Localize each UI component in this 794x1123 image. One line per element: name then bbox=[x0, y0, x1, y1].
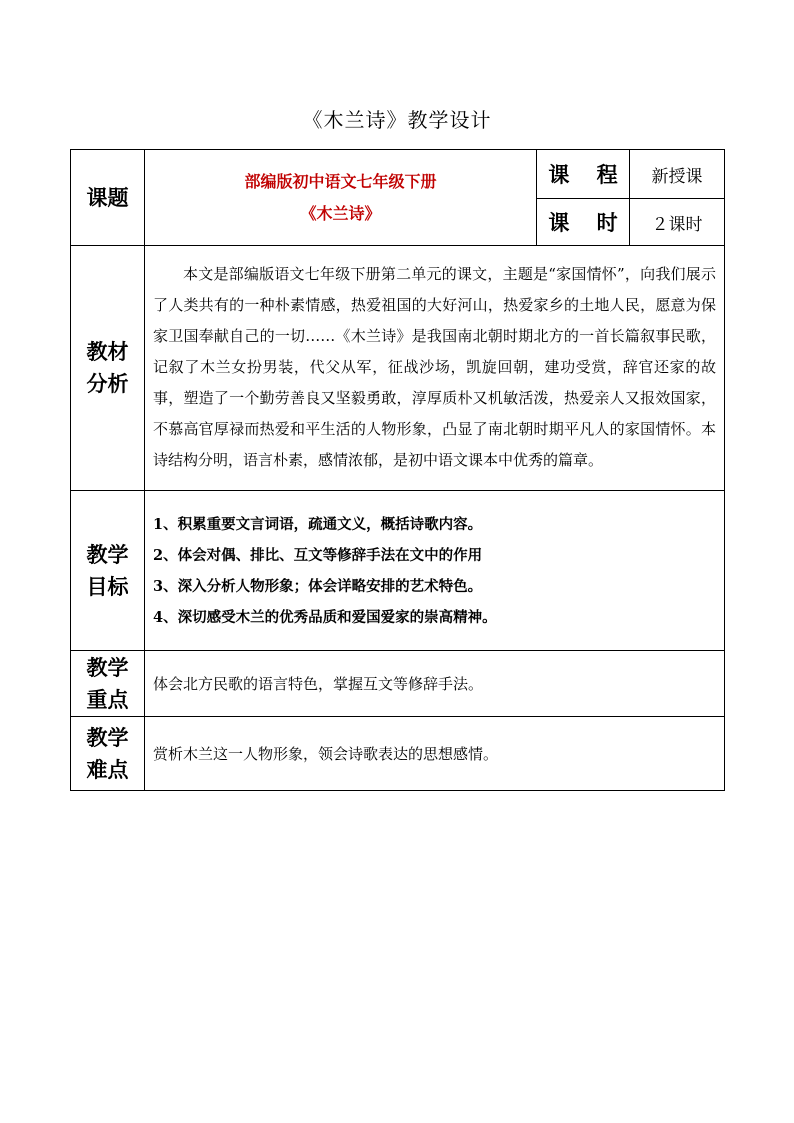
key-points-label-line2: 重点 bbox=[86, 687, 129, 712]
key-points-text: 体会北方民歌的语言特色，掌握互文等修辞手法。 bbox=[145, 651, 725, 717]
hours-value: ２课时 bbox=[630, 199, 725, 246]
goals-label-line1: 教学 bbox=[86, 542, 129, 567]
difficulties-text: 赏析木兰这一人物形象，领会诗歌表达的思想感情。 bbox=[145, 717, 725, 791]
page-title: 《木兰诗》教学设计 bbox=[302, 108, 492, 132]
topic-label-cell bbox=[71, 150, 145, 246]
difficulties-label-line2: 难点 bbox=[86, 757, 129, 782]
key-points-label-line1: 教学 bbox=[86, 655, 129, 680]
hours-label: 课 时 bbox=[537, 199, 630, 246]
course-type-label: 课 程 bbox=[537, 150, 630, 199]
difficulties-label-line1: 教学 bbox=[86, 725, 129, 750]
goal-item: 4、深切感受木兰的优秀品质和爱国爱家的崇高精神。 bbox=[153, 608, 497, 626]
course-title-line1: 部编版初中语文七年级下册 bbox=[244, 171, 437, 191]
analysis-label-line1: 教材 bbox=[86, 340, 129, 364]
goals-list bbox=[145, 491, 725, 651]
difficulties-label-cell bbox=[71, 717, 145, 791]
goals-label-cell bbox=[71, 491, 145, 651]
course-type-value: 新授课 bbox=[630, 150, 725, 199]
goals-label-line2: 目标 bbox=[86, 574, 129, 599]
goal-item: 3、深入分析人物形象；体会详略安排的艺术特色。 bbox=[153, 577, 483, 595]
course-title-line2: 《木兰诗》 bbox=[300, 203, 381, 223]
analysis-label-line2: 分析 bbox=[86, 372, 129, 396]
course-title-cell bbox=[145, 150, 537, 246]
key-points-label-cell bbox=[71, 651, 145, 717]
lesson-plan-table bbox=[70, 149, 725, 791]
analysis-text: 本文是部编版语文七年级下册第二单元的课文，主题是“家国情怀”，向我们展示了人类共有的一种朴素情感，热爱祖国的大好河山，热爱家乡的土地人民，愿意为保家卫国奉献自己的一切……《木兰诗》是我国南北朝时期北方的一首长篇叙事民歌，记叙了木兰女扮男装，代父从军，征战沙场，凯旋回朝，建功受赏，辞官还家的故事，塑造了一个勤劳善良又坚毅勇敢，淳厚质朴又机敏活泼，热爱亲人又报效国家，不慕高官厚禄而热爱和平生活的人物形象，凸显了南北朝时期平凡人的家国情怀。本诗结构分明，语言朴素，感情浓郁，是初中语文课本中优秀的篇章。 bbox=[145, 246, 725, 491]
topic-label: 课题 bbox=[86, 185, 129, 210]
goal-item: 1、积累重要文言词语，疏通文义，概括诗歌内容。 bbox=[153, 515, 483, 533]
analysis-label-cell bbox=[71, 246, 145, 491]
goal-item: 2、体会对偶、排比、互文等修辞手法在文中的作用 bbox=[153, 546, 483, 564]
